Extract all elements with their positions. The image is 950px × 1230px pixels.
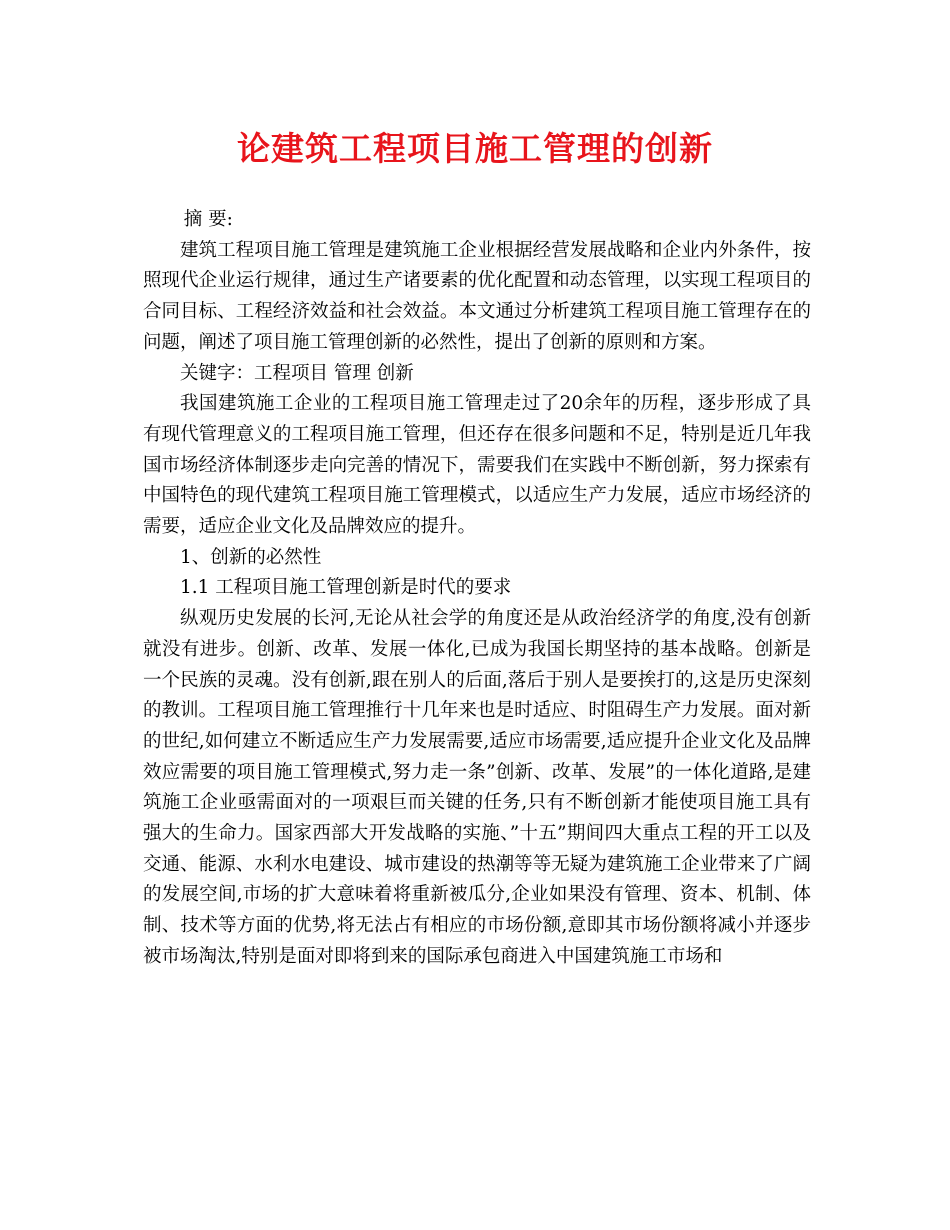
- document-title: 论建筑工程项目施工管理的创新: [237, 129, 713, 168]
- abstract-label: 摘 要:: [183, 209, 233, 230]
- subsection-heading-1-1: 1.1 工程项目施工管理创新是时代的要求: [180, 577, 512, 599]
- intro-paragraph: 我国建筑施工企业的工程项目施工管理走过了20余年的历程，逐步形成了具有现代管理意义的工程项目施工管理，但还存在很多问题和不足，特别是近几年我国市场经济体制逐步走向完善的情况下，需要我们在实践中不断创新，努力探索有中国特色的现代建筑工程项目施工管理模式，以适应生产力发展，适应市场经济的需要，适应企业文化及品牌效应的提升。: [143, 393, 811, 538]
- abstract-paragraph: 建筑工程项目施工管理是建筑施工企业根据经营发展战略和企业内外条件，按照现代企业运行规律，通过生产诸要素的优化配置和动态管理，以实现工程项目的合同目标、工程经济效益和社会效益。本文通过分析建筑工程项目施工管理存在的问题，阐述了项目施工管理创新的必然性，提出了创新的原则和方案。: [143, 239, 811, 353]
- body-paragraph: 纵观历史发展的长河,无论从社会学的角度还是从政治经济学的角度,没有创新就没有进步。创新、改革、发展一体化,已成为我国长期坚持的基本战略。创新是一个民族的灵魂。没有创新,跟在别人的后面,落后于别人是要挨打的,这是历史深刻的教训。工程项目施工管理推行十几年来也是时适应、时阻碍生产力发展。面对新的世纪,如何建立不断适应生产力发展需要,适应市场需要,适应提升企业文化及品牌效应需要的项目施工管理模式,努力走一条”创新、改革、发展”的一体化道路,是建筑施工企业亟需面对的一项艰巨而关键的任务,只有不断创新才能使项目施工具有强大的生命力。国家西部大开发战略的实施、”十五”期间四大重点工程的开工以及交通、能源、水利水电建设、城市建设的热潮等等无疑为建筑施工企业带来了广阔的发展空间,市场的扩大意味着将重新被瓜分,企业如果没有管理、资本、机制、体制、技术等方面的优势,将无法占有相应的市场份额,意即其市场份额将减小并逐步被市场淘汰,特别是面对即将到来的国际承包商进入中国建筑施工市场和: [143, 608, 811, 967]
- section-heading-1: 1、创新的必然性: [180, 546, 322, 568]
- keywords-paragraph: 关键字：工程项目 管理 创新: [180, 362, 414, 384]
- document-body: [143, 205, 811, 973]
